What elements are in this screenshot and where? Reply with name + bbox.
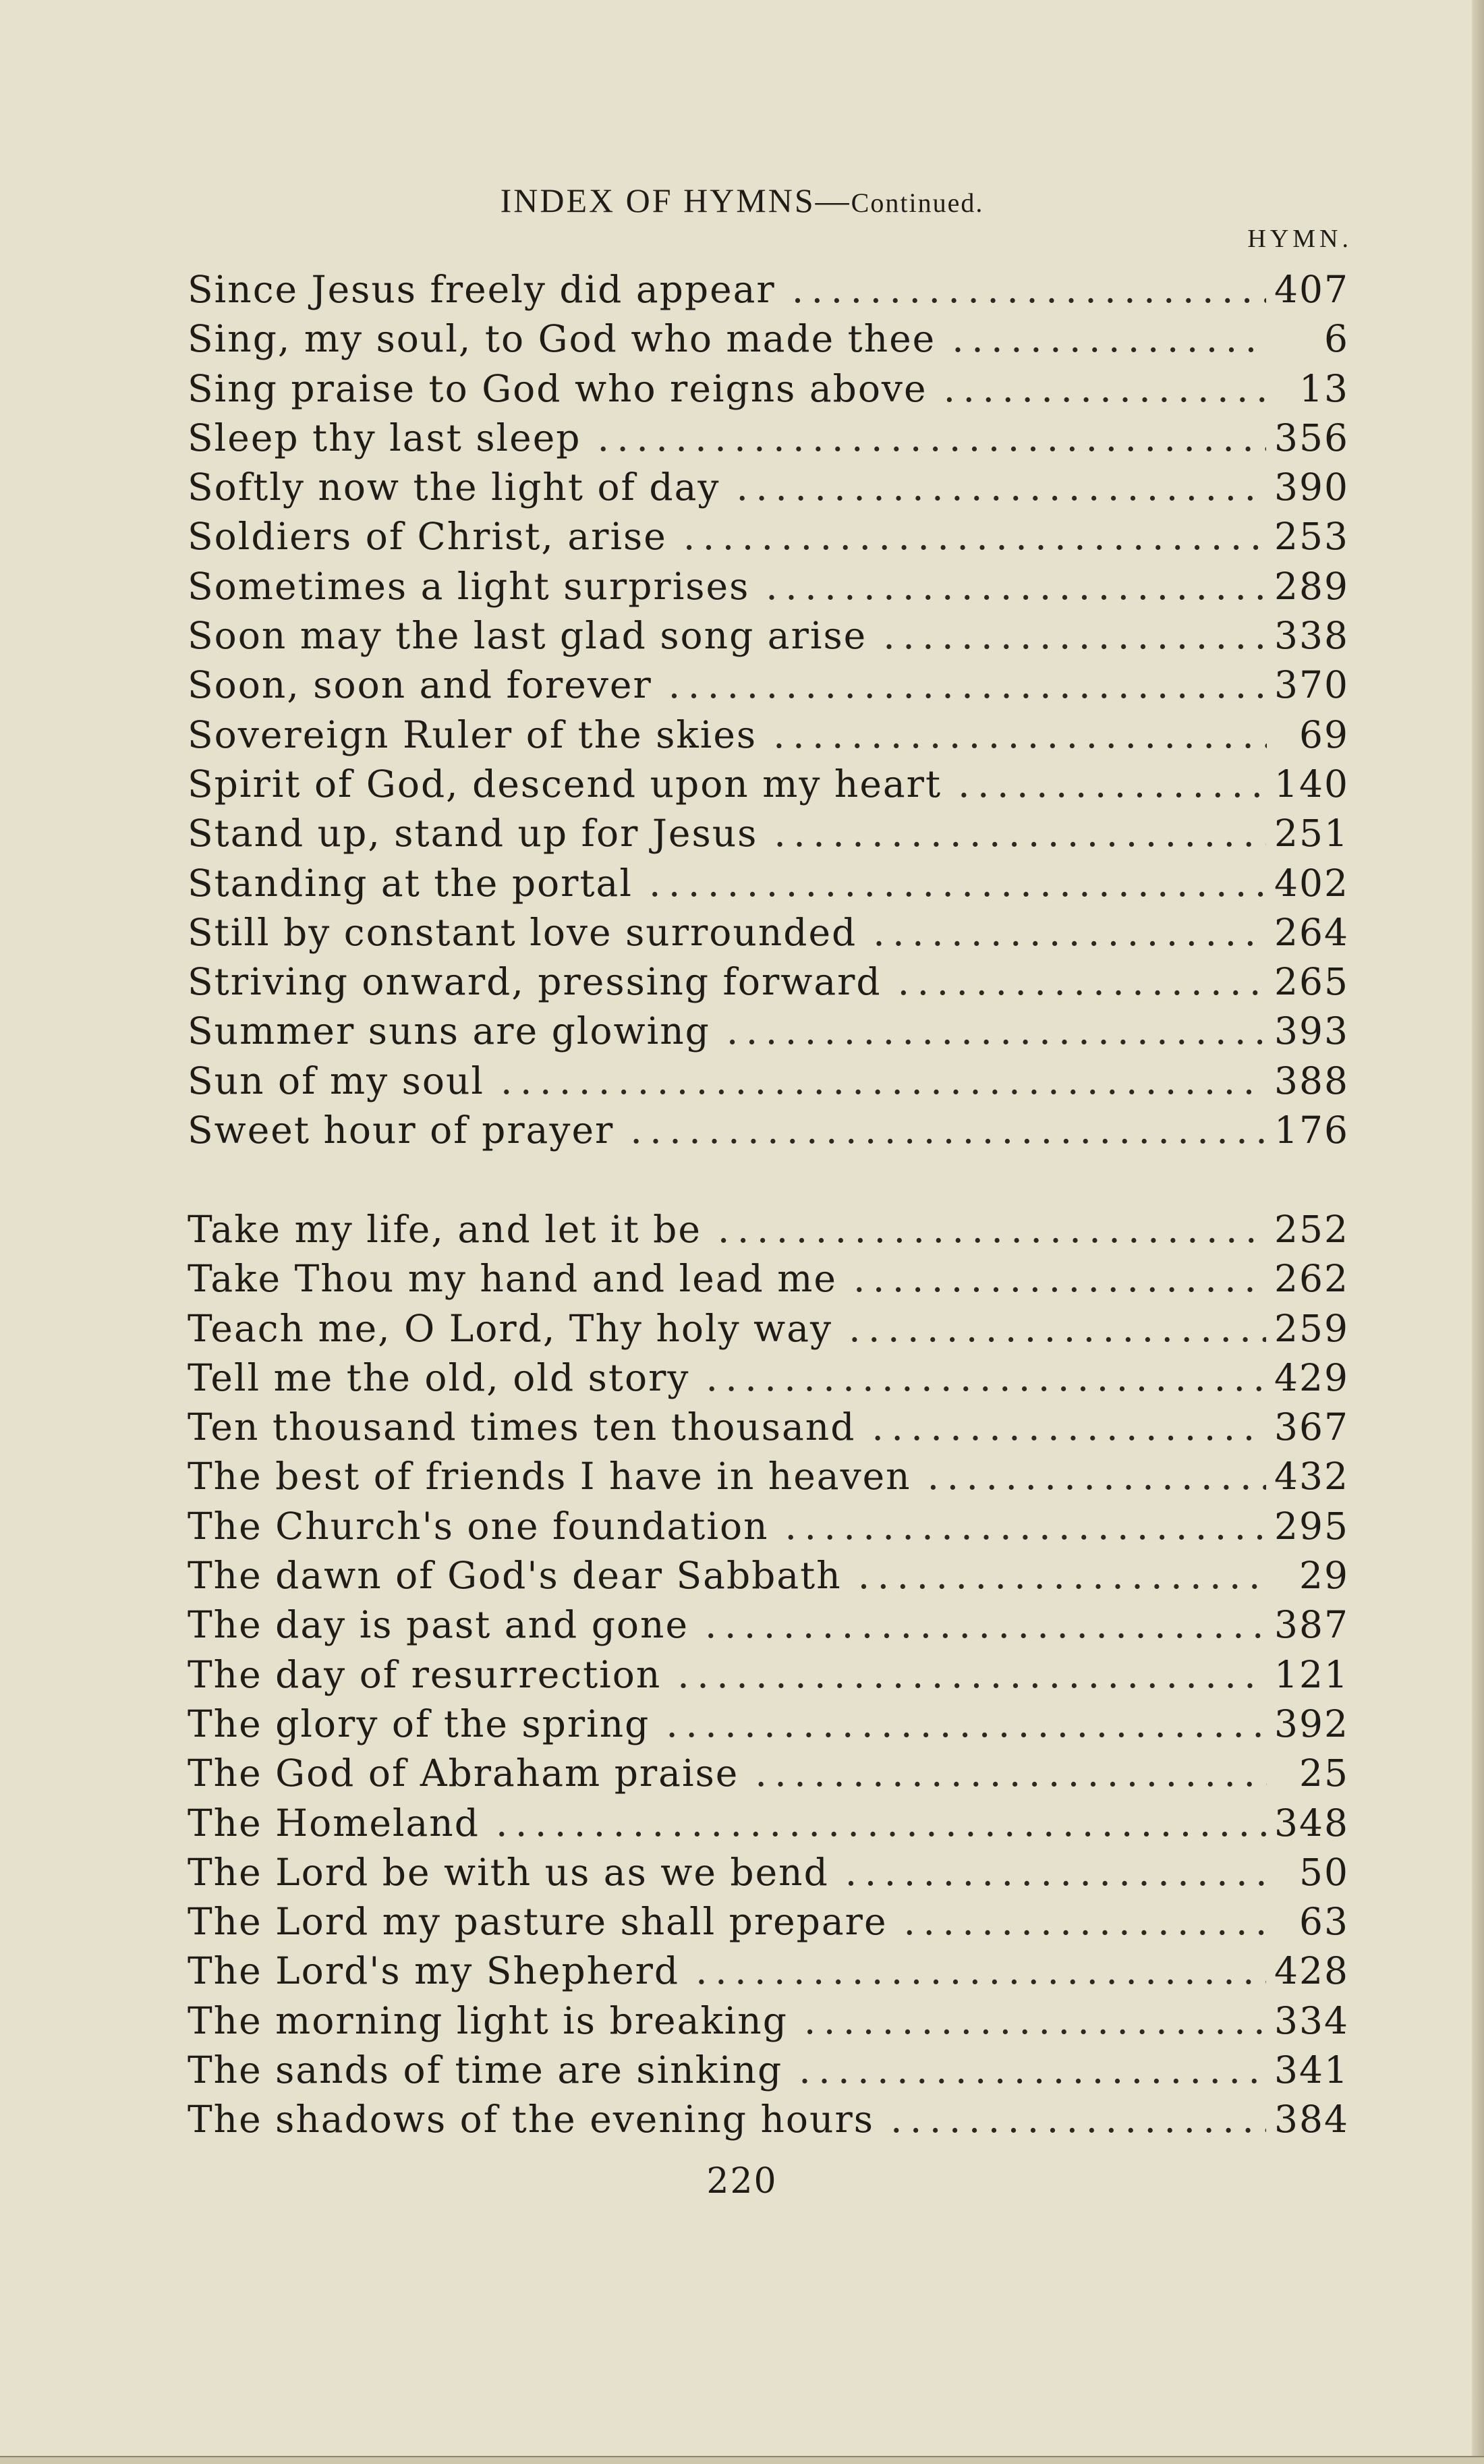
hymn-title: Softly now the light of day: [188, 466, 720, 509]
page-header: [0, 181, 1484, 220]
dot-leader: [668, 661, 1266, 710]
hymn-number: 259: [1274, 1306, 1349, 1350]
hymn-title: Sometimes a light surprises: [188, 564, 750, 608]
page-edge: [1472, 0, 1484, 2464]
index-entry: [188, 562, 1349, 611]
dot-leader: [890, 2095, 1266, 2144]
hymn-title: Soon may the last glad song arise: [188, 614, 867, 658]
dot-leader: [898, 957, 1266, 1007]
index-entry: [188, 1799, 1349, 1848]
hymn-title: The Church's one foundation: [188, 1504, 769, 1548]
dot-leader: [755, 1749, 1267, 1798]
index-entry: [188, 265, 1349, 314]
dot-leader: [773, 710, 1267, 760]
hymn-title: The day is past and gone: [188, 1603, 689, 1647]
dot-leader: [726, 1007, 1266, 1056]
hymn-title: The morning light is breaking: [188, 1998, 788, 2042]
dot-leader: [649, 859, 1266, 908]
dot-leader: [904, 1897, 1267, 1947]
hymn-number: 262: [1274, 1257, 1349, 1301]
index-group-t: [188, 1205, 1349, 2145]
dot-leader: [630, 1106, 1266, 1155]
index-entry: [188, 1947, 1349, 1996]
index-entry: [188, 1106, 1349, 1155]
dot-leader: [944, 364, 1267, 414]
hymn-title: Take Thou my hand and lead me: [188, 1257, 837, 1301]
hymn-title: Spirit of God, descend upon my heart: [188, 762, 942, 806]
index-entry: [188, 809, 1349, 858]
index-entry: [188, 1700, 1349, 1749]
hymn-number: 356: [1274, 416, 1349, 459]
hymn-title: Sing praise to God who reigns above: [188, 366, 928, 410]
hymn-number: 407: [1274, 268, 1349, 311]
dot-leader: [928, 1452, 1266, 1501]
dot-leader: [849, 1304, 1266, 1353]
hymn-number: 176: [1274, 1109, 1349, 1152]
hymn-number: 384: [1274, 2098, 1349, 2141]
index-entry: [188, 957, 1349, 1007]
dot-leader: [683, 512, 1266, 561]
dot-leader: [799, 2046, 1266, 2095]
hymn-number: 370: [1274, 663, 1349, 707]
hymn-number: 140: [1274, 762, 1349, 806]
dot-leader: [677, 1650, 1266, 1700]
header-continued: Continued.: [851, 188, 984, 218]
hymn-number: 367: [1274, 1405, 1349, 1449]
hymn-title: Still by constant love surrounded: [188, 910, 857, 954]
dot-leader: [845, 1848, 1267, 1897]
hymn-title: The glory of the spring: [188, 1702, 650, 1745]
hymn-number: 264: [1274, 910, 1349, 954]
index-entry: [188, 463, 1349, 512]
index-entry: [188, 1205, 1349, 1254]
hymn-number: 13: [1299, 366, 1349, 410]
dot-leader: [774, 809, 1266, 858]
dot-leader: [718, 1205, 1266, 1254]
dot-leader: [706, 1353, 1266, 1403]
index-entry: [188, 1996, 1349, 2046]
hymn-title: The Lord be with us as we bend: [188, 1850, 829, 1894]
hymn-number: 428: [1274, 1949, 1349, 1993]
index-entry: [188, 1007, 1349, 1056]
hymn-number: 265: [1274, 960, 1349, 1004]
hymn-title: Soldiers of Christ, arise: [188, 515, 667, 559]
hymn-number: 252: [1274, 1208, 1349, 1251]
hymn-number: 253: [1274, 515, 1349, 559]
hymn-title: Sweet hour of prayer: [188, 1109, 615, 1152]
index-entry: [188, 2095, 1349, 2144]
hymn-number: 121: [1274, 1652, 1349, 1696]
hymn-number: 334: [1274, 1998, 1349, 2042]
dot-leader: [736, 463, 1266, 512]
hymn-title: The best of friends I have in heaven: [188, 1455, 911, 1499]
index-entry: [188, 1403, 1349, 1452]
dot-leader: [804, 1996, 1266, 2046]
index-entry: [188, 414, 1349, 463]
hymn-number: 251: [1274, 812, 1349, 856]
hymn-number: 29: [1299, 1554, 1349, 1598]
hymn-number: 429: [1274, 1355, 1349, 1399]
index-entry: [188, 1897, 1349, 1947]
hymn-title: Teach me, O Lord, Thy holy way: [188, 1306, 833, 1350]
index-entry: [188, 908, 1349, 957]
hymn-title: Ten thousand times ten thousand: [188, 1405, 856, 1449]
dot-leader: [705, 1600, 1266, 1650]
index-entry: [188, 1650, 1349, 1700]
dot-leader: [496, 1799, 1266, 1848]
index-entry: [188, 364, 1349, 414]
hymn-title: Since Jesus freely did appear: [188, 268, 776, 311]
hymn-title: The sands of time are sinking: [188, 2048, 783, 2092]
dot-leader: [666, 1700, 1266, 1749]
index-entry: [188, 2046, 1349, 2095]
index-entry: [188, 1254, 1349, 1304]
dot-leader: [597, 414, 1266, 463]
dot-leader: [785, 1502, 1266, 1551]
hymn-number: 392: [1274, 1702, 1349, 1745]
index-entry: [188, 512, 1349, 561]
index-entry: [188, 1749, 1349, 1798]
index-entry: [188, 661, 1349, 710]
hymn-number: 388: [1274, 1059, 1349, 1102]
hymn-number: 63: [1299, 1900, 1349, 1944]
dot-leader: [873, 908, 1266, 957]
index-entry: [188, 1551, 1349, 1600]
header-title: INDEX OF HYMNS—: [500, 181, 851, 219]
bottom-rule: [0, 2456, 1484, 2464]
hymn-number: 25: [1299, 1752, 1349, 1795]
hymn-number: 295: [1274, 1504, 1349, 1548]
page-number: 220: [706, 2161, 778, 2202]
hymn-title: Tell me the old, old story: [188, 1355, 690, 1399]
index-entry: [188, 1057, 1349, 1106]
hymn-number: 393: [1274, 1009, 1349, 1053]
hymn-title: The Lord's my Shepherd: [188, 1949, 680, 1993]
index-entry: [188, 1353, 1349, 1403]
dot-leader: [952, 314, 1267, 364]
hymn-title: Summer suns are glowing: [188, 1009, 710, 1053]
hymn-number: 6: [1324, 317, 1349, 361]
index-entry: [188, 611, 1349, 661]
index-entry: [188, 710, 1349, 760]
index-entry: [188, 1848, 1349, 1897]
hymn-title: Striving onward, pressing forward: [188, 960, 882, 1004]
dot-leader: [853, 1254, 1266, 1304]
hymn-number: 390: [1274, 466, 1349, 509]
dot-leader: [501, 1057, 1266, 1106]
hymn-title: Sun of my soul: [188, 1059, 485, 1102]
hymn-title: Sleep thy last sleep: [188, 416, 581, 459]
hymn-title: Take my life, and let it be: [188, 1208, 702, 1251]
index-entry: [188, 859, 1349, 908]
dot-leader: [792, 265, 1266, 314]
hymn-column-label: HYMN.: [1247, 225, 1352, 253]
index-entry: [188, 1304, 1349, 1353]
hymn-title: Sovereign Ruler of the skies: [188, 712, 758, 756]
index-group-s: [188, 265, 1349, 1155]
hymn-title: The God of Abraham praise: [188, 1752, 739, 1795]
hymn-number: 289: [1274, 564, 1349, 608]
hymn-title: Standing at the portal: [188, 861, 633, 905]
hymn-title: Stand up, stand up for Jesus: [188, 812, 758, 856]
index-entry: [188, 1452, 1349, 1501]
hymn-title: The Lord my pasture shall prepare: [188, 1900, 888, 1944]
index-entry: [188, 314, 1349, 364]
hymn-number: 402: [1274, 861, 1349, 905]
hymn-number: 341: [1274, 2048, 1349, 2092]
hymn-number: 348: [1274, 1801, 1349, 1845]
hymn-title: The day of resurrection: [188, 1652, 662, 1696]
hymn-title: The shadows of the evening hours: [188, 2098, 874, 2141]
hymn-number: 50: [1299, 1850, 1349, 1894]
index-entry: [188, 1502, 1349, 1551]
index-entry: [188, 760, 1349, 809]
hymn-title: The Homeland: [188, 1801, 480, 1845]
dot-leader: [883, 611, 1266, 661]
hymn-number: 338: [1274, 614, 1349, 658]
dot-leader: [958, 760, 1266, 809]
dot-leader: [872, 1403, 1266, 1452]
hymn-title: The dawn of God's dear Sabbath: [188, 1554, 842, 1598]
dot-leader: [695, 1947, 1266, 1996]
dot-leader: [766, 562, 1266, 611]
hymn-number: 432: [1274, 1455, 1349, 1499]
index-entry: [188, 1600, 1349, 1650]
hymn-number: 387: [1274, 1603, 1349, 1647]
hymn-title: Sing, my soul, to God who made thee: [188, 317, 936, 361]
dot-leader: [858, 1551, 1267, 1600]
hymn-title: Soon, soon and forever: [188, 663, 652, 707]
hymn-number: 69: [1299, 712, 1349, 756]
